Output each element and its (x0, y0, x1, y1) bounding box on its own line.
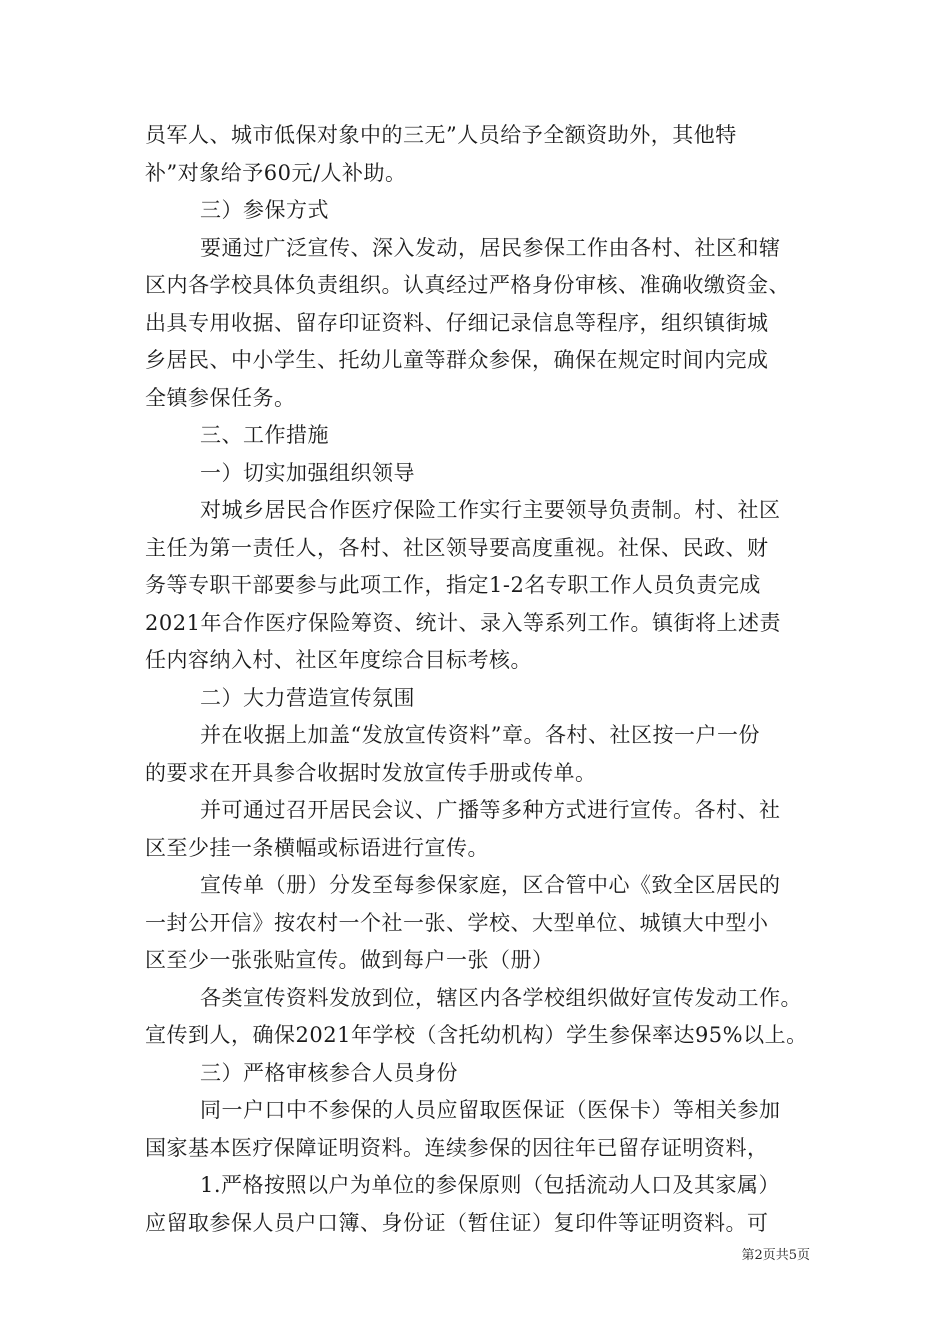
text-line: 补”对象给予60元/人补助。 (145, 160, 407, 185)
text-line: 国家基本医疗保障证明资料。连续参保的因往年已留存证明资料， (145, 1135, 769, 1160)
section-heading: 一）切实加强组织领导 (200, 460, 415, 485)
text-line: 宣传到人，确保2021年学校（含托幼机构）学生参保率达95%以上。 (145, 1023, 808, 1047)
text-line: 并在收据上加盖“发放宣传资料”章。各村、社区按一户一份 (200, 723, 760, 747)
section-heading: 三、工作措施 (200, 423, 329, 447)
text-line: 区至少一张张贴宣传。做到每户一张（册） (145, 948, 554, 972)
text-line: 乡居民、中小学生、托幼儿童等群众参保，确保在规定时间内完成 (145, 348, 769, 372)
text-line: 各类宣传资料发放到位，辖区内各学校组织做好宣传发动工作。 (200, 985, 802, 1010)
text-line: 要通过广泛宣传、深入发动，居民参保工作由各村、社区和辖 (200, 235, 781, 260)
text-line: 出具专用收据、留存印证资料、仔细记录信息等程序，组织镇街城 (145, 310, 769, 335)
text-line: 2021年合作医疗保险筹资、统计、录入等系列工作。镇街将上述责 (145, 610, 781, 635)
text-line: 并可通过召开居民会议、广播等多种方式进行宣传。各村、社 (200, 798, 781, 822)
text-line: 主任为第一责任人，各村、社区领导要高度重视。社保、民政、财 (145, 535, 769, 560)
text-line: 同一户口中不参保的人员应留取医保证（医保卡）等相关参加 (200, 1098, 781, 1122)
text-line: 宣传单（册）分发至每参保家庭，区合管中心《致全区居民的 (200, 873, 781, 897)
text-line: 务等专职干部要参与此项工作，指定1-2名专职工作人员负责完成 (145, 573, 761, 597)
text-line: 任内容纳入村、社区年度综合目标考核。 (145, 648, 532, 672)
text-line: 对城乡居民合作医疗保险工作实行主要领导负责制。村、社区 (200, 498, 781, 522)
text-line: 区至少挂一条横幅或标语进行宣传。 (145, 835, 489, 860)
text-line: 员军人、城市低保对象中的三无”人员给予全额资助外，其他特 (145, 123, 737, 147)
text-line: 区内各学校具体负责组织。认真经过严格身份审核、准确收缴资金、 (145, 273, 790, 297)
text-line: 的要求在开具参合收据时发放宣传手册或传单。 (145, 760, 597, 785)
section-heading: 二）大力营造宣传氛围 (200, 685, 415, 710)
document-body (145, 117, 825, 1242)
text-line: 全镇参保任务。 (145, 385, 296, 410)
section-heading: 三）严格审核参合人员身份 (200, 1060, 458, 1085)
page-number: 第2页共5页 (741, 1248, 810, 1263)
section-heading: 三）参保方式 (200, 198, 329, 222)
text-line: 一封公开信》按农村一个社一张、学校、大型单位、城镇大中型小 (145, 910, 769, 935)
text-line: 应留取参保人员户口簿、身份证（暂住证）复印件等证明资料。可 (145, 1210, 769, 1235)
text-line: 1.严格按照以户为单位的参保原则（包括流动人口及其家属） (200, 1173, 781, 1197)
